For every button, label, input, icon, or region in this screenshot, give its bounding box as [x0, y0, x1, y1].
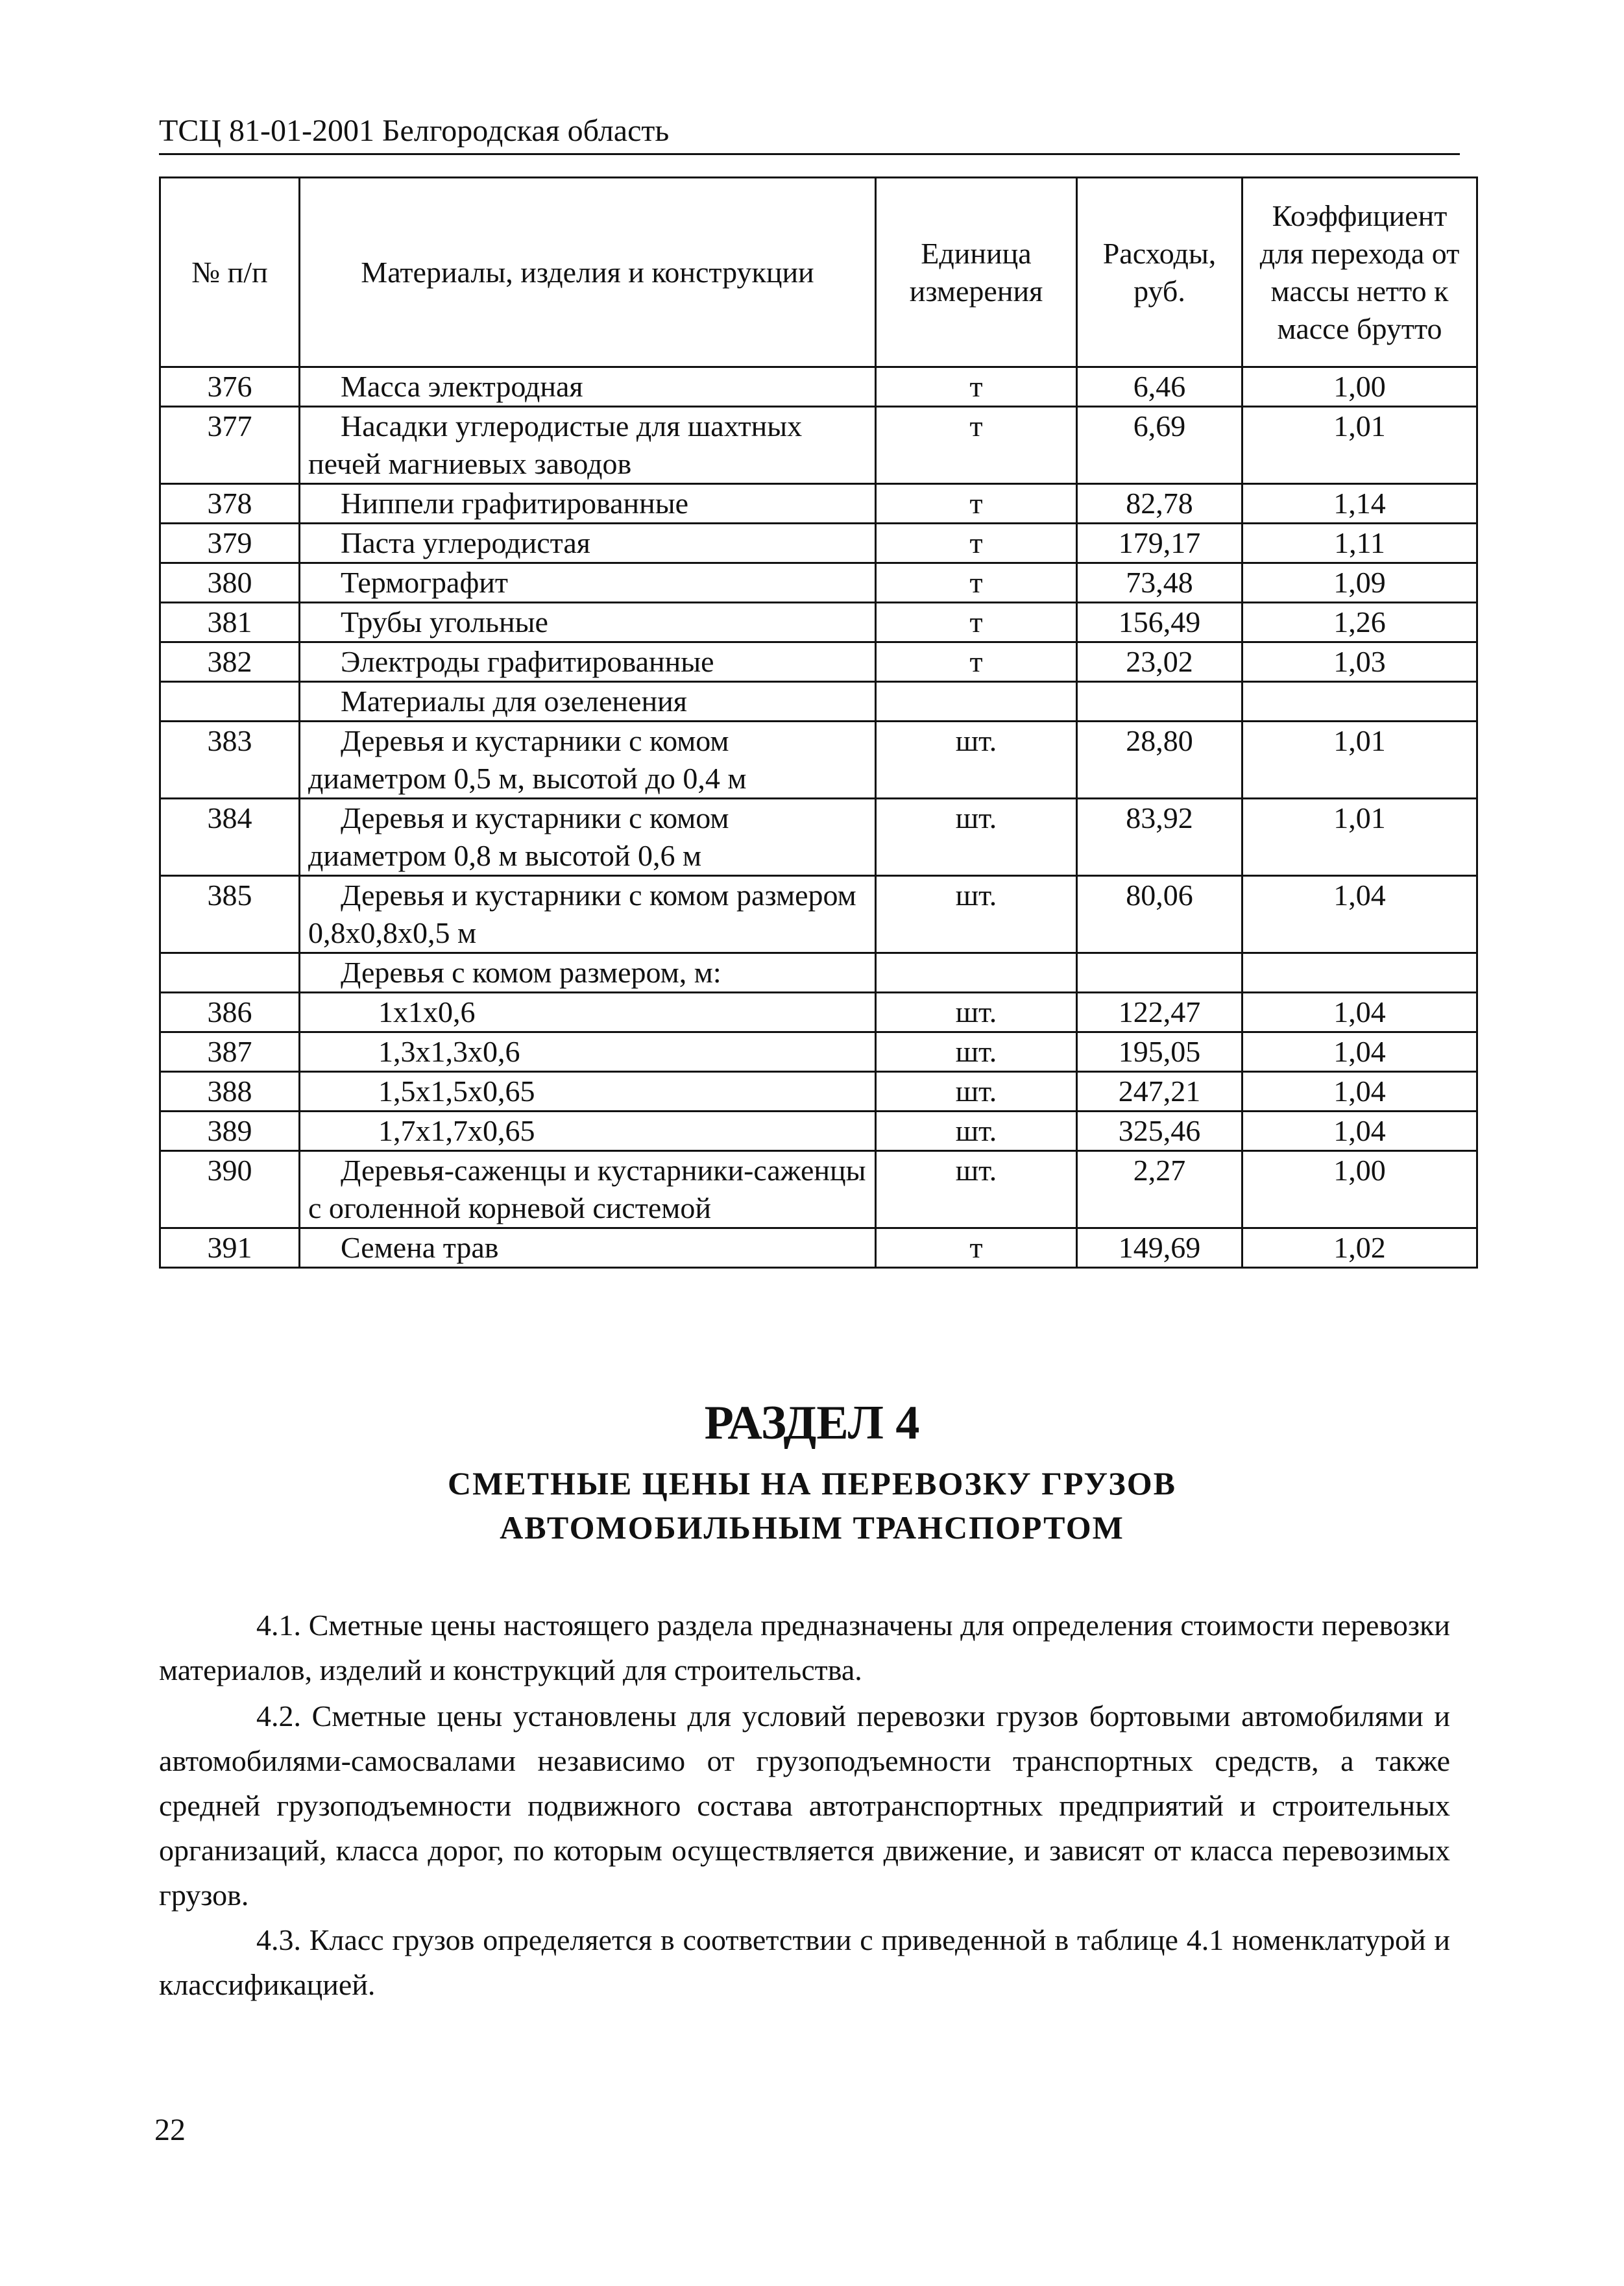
- row-cost: 247,21: [1077, 1072, 1242, 1112]
- row-coefficient: 1,04: [1242, 876, 1477, 953]
- row-cost: [1077, 953, 1242, 993]
- row-coefficient: 1,01: [1242, 799, 1477, 876]
- row-number: 382: [160, 642, 300, 682]
- table-row: [160, 993, 1477, 1032]
- table-row: [160, 1032, 1477, 1072]
- row-material-name: Паста углеродистая: [300, 524, 876, 563]
- row-coefficient: 1,00: [1242, 1151, 1477, 1228]
- row-coefficient: 1,04: [1242, 1112, 1477, 1151]
- row-unit: т: [876, 524, 1077, 563]
- row-unit: т: [876, 642, 1077, 682]
- row-material-name: Деревья и кустарники с комом размером 0,8х0,8х0,5 м: [300, 876, 876, 953]
- table-header-row: [160, 178, 1477, 367]
- page-number: 22: [154, 2113, 186, 2147]
- row-coefficient: 1,14: [1242, 484, 1477, 524]
- row-material-name: Термографит: [300, 563, 876, 603]
- row-cost: 156,49: [1077, 603, 1242, 642]
- row-unit: шт.: [876, 1112, 1077, 1151]
- row-material-name: Деревья и кустарники с комом диаметром 0,8 м высотой 0,6 м: [300, 799, 876, 876]
- row-number: [160, 682, 300, 722]
- row-cost: 149,69: [1077, 1228, 1242, 1268]
- row-cost: 325,46: [1077, 1112, 1242, 1151]
- row-coefficient: 1,00: [1242, 367, 1477, 407]
- row-unit: т: [876, 603, 1077, 642]
- row-cost: 179,17: [1077, 524, 1242, 563]
- header-num: № п/п: [160, 178, 300, 367]
- row-unit: [876, 953, 1077, 993]
- row-coefficient: 1,11: [1242, 524, 1477, 563]
- table-row: [160, 1228, 1477, 1268]
- row-cost: 6,46: [1077, 367, 1242, 407]
- row-coefficient: 1,04: [1242, 1072, 1477, 1112]
- row-coefficient: 1,03: [1242, 642, 1477, 682]
- row-material-name: Электроды графитированные: [300, 642, 876, 682]
- row-cost: 28,80: [1077, 722, 1242, 799]
- row-coefficient: 1,04: [1242, 1032, 1477, 1072]
- row-number: 380: [160, 563, 300, 603]
- row-material-name: 1х1х0,6: [300, 993, 876, 1032]
- row-material-name: Деревья с комом размером, м:: [300, 953, 876, 993]
- row-number: 383: [160, 722, 300, 799]
- table-row: [160, 407, 1477, 484]
- header-coef: Коэффициент для перехода от массы нетто к массе брутто: [1242, 178, 1477, 367]
- row-number: 385: [160, 876, 300, 953]
- row-cost: 82,78: [1077, 484, 1242, 524]
- row-unit: т: [876, 367, 1077, 407]
- row-unit: т: [876, 1228, 1077, 1268]
- row-cost: 80,06: [1077, 876, 1242, 953]
- header-unit: Единица измерения: [876, 178, 1077, 367]
- row-unit: шт.: [876, 993, 1077, 1032]
- row-unit: т: [876, 563, 1077, 603]
- row-cost: 73,48: [1077, 563, 1242, 603]
- header-cost: Расходы, руб.: [1077, 178, 1242, 367]
- row-unit: шт.: [876, 722, 1077, 799]
- paragraph-4-2: 4.2. Сметные цены установлены для условий перевозки грузов бортовыми автомобилями и автомобилями-самосвалами независимо от грузоподъемности транспортных средств, а также средней грузоподъемности подвижного состава автотранспортных предприятий и строительных организаций, класса дорог, по которым осуществляется движение, и зависят от класса перевозимых грузов.: [159, 1699, 1450, 1912]
- table-row: [160, 524, 1477, 563]
- row-number: 391: [160, 1228, 300, 1268]
- row-unit: шт.: [876, 1151, 1077, 1228]
- row-material-name: Насадки углеродистые для шахтных печей магниевых заводов: [300, 407, 876, 484]
- row-material-name: Деревья-саженцы и кустарники-саженцы с оголенной корневой системой: [300, 1151, 876, 1228]
- row-cost: 23,02: [1077, 642, 1242, 682]
- row-material-name: 1,5х1,5х0,65: [300, 1072, 876, 1112]
- row-cost: 83,92: [1077, 799, 1242, 876]
- section-subtitle-line1: СМЕТНЫЕ ЦЕНЫ НА ПЕРЕВОЗКУ ГРУЗОВ: [447, 1465, 1177, 1502]
- row-unit: шт.: [876, 1072, 1077, 1112]
- row-coefficient: 1,26: [1242, 603, 1477, 642]
- row-number: 378: [160, 484, 300, 524]
- table-row: [160, 953, 1477, 993]
- table-row: [160, 682, 1477, 722]
- table-body: [160, 367, 1477, 1268]
- row-material-name: Материалы для озеленения: [300, 682, 876, 722]
- row-material-name: Деревья и кустарники с комом диаметром 0,5 м, высотой до 0,4 м: [300, 722, 876, 799]
- row-unit: шт.: [876, 876, 1077, 953]
- row-coefficient: 1,01: [1242, 407, 1477, 484]
- section-subtitle: [0, 1461, 1624, 1550]
- row-coefficient: 1,04: [1242, 993, 1477, 1032]
- row-cost: [1077, 682, 1242, 722]
- row-coefficient: [1242, 682, 1477, 722]
- header-materials: Материалы, изделия и конструкции: [300, 178, 876, 367]
- table-row: [160, 876, 1477, 953]
- row-number: 390: [160, 1151, 300, 1228]
- row-unit: т: [876, 484, 1077, 524]
- section-title: РАЗДЕЛ 4: [704, 1396, 920, 1450]
- table-row: [160, 563, 1477, 603]
- row-number: 388: [160, 1072, 300, 1112]
- row-cost: 6,69: [1077, 407, 1242, 484]
- row-unit: шт.: [876, 1032, 1077, 1072]
- table-row: [160, 642, 1477, 682]
- row-coefficient: [1242, 953, 1477, 993]
- row-number: 376: [160, 367, 300, 407]
- row-number: 389: [160, 1112, 300, 1151]
- row-material-name: Масса электродная: [300, 367, 876, 407]
- row-cost: 2,27: [1077, 1151, 1242, 1228]
- row-unit: т: [876, 407, 1077, 484]
- row-material-name: 1,7х1,7х0,65: [300, 1112, 876, 1151]
- row-cost: 122,47: [1077, 993, 1242, 1032]
- table-row: [160, 1151, 1477, 1228]
- table-row: [160, 484, 1477, 524]
- row-material-name: Ниппели графитированные: [300, 484, 876, 524]
- row-coefficient: 1,02: [1242, 1228, 1477, 1268]
- table-row: [160, 1072, 1477, 1112]
- row-number: 379: [160, 524, 300, 563]
- row-coefficient: 1,09: [1242, 563, 1477, 603]
- row-number: [160, 953, 300, 993]
- table-row: [160, 799, 1477, 876]
- row-number: 384: [160, 799, 300, 876]
- row-number: 387: [160, 1032, 300, 1072]
- table-row: [160, 722, 1477, 799]
- row-material-name: 1,3х1,3х0,6: [300, 1032, 876, 1072]
- row-material-name: Трубы угольные: [300, 603, 876, 642]
- table-row: [160, 1112, 1477, 1151]
- row-unit: шт.: [876, 799, 1077, 876]
- materials-table: [159, 176, 1478, 1269]
- paragraph-4-3: 4.3. Класс грузов определяется в соответствии с приведенной в таблице 4.1 номенклатурой и классификацией.: [159, 1923, 1450, 2001]
- section-subtitle-line2: АВТОМОБИЛЬНЫМ ТРАНСПОРТОМ: [500, 1509, 1124, 1546]
- row-cost: 195,05: [1077, 1032, 1242, 1072]
- row-number: 381: [160, 603, 300, 642]
- row-unit: [876, 682, 1077, 722]
- page-header: ТСЦ 81-01-2001 Белгородская область: [159, 112, 1460, 155]
- table-row: [160, 603, 1477, 642]
- table-row: [160, 367, 1477, 407]
- row-material-name: Семена трав: [300, 1228, 876, 1268]
- row-coefficient: 1,01: [1242, 722, 1477, 799]
- row-number: 377: [160, 407, 300, 484]
- row-number: 386: [160, 993, 300, 1032]
- paragraph-4-1: 4.1. Сметные цены настоящего раздела предназначены для определения стоимости перевозки материалов, изделий и конструкций для строительства.: [159, 1609, 1450, 1686]
